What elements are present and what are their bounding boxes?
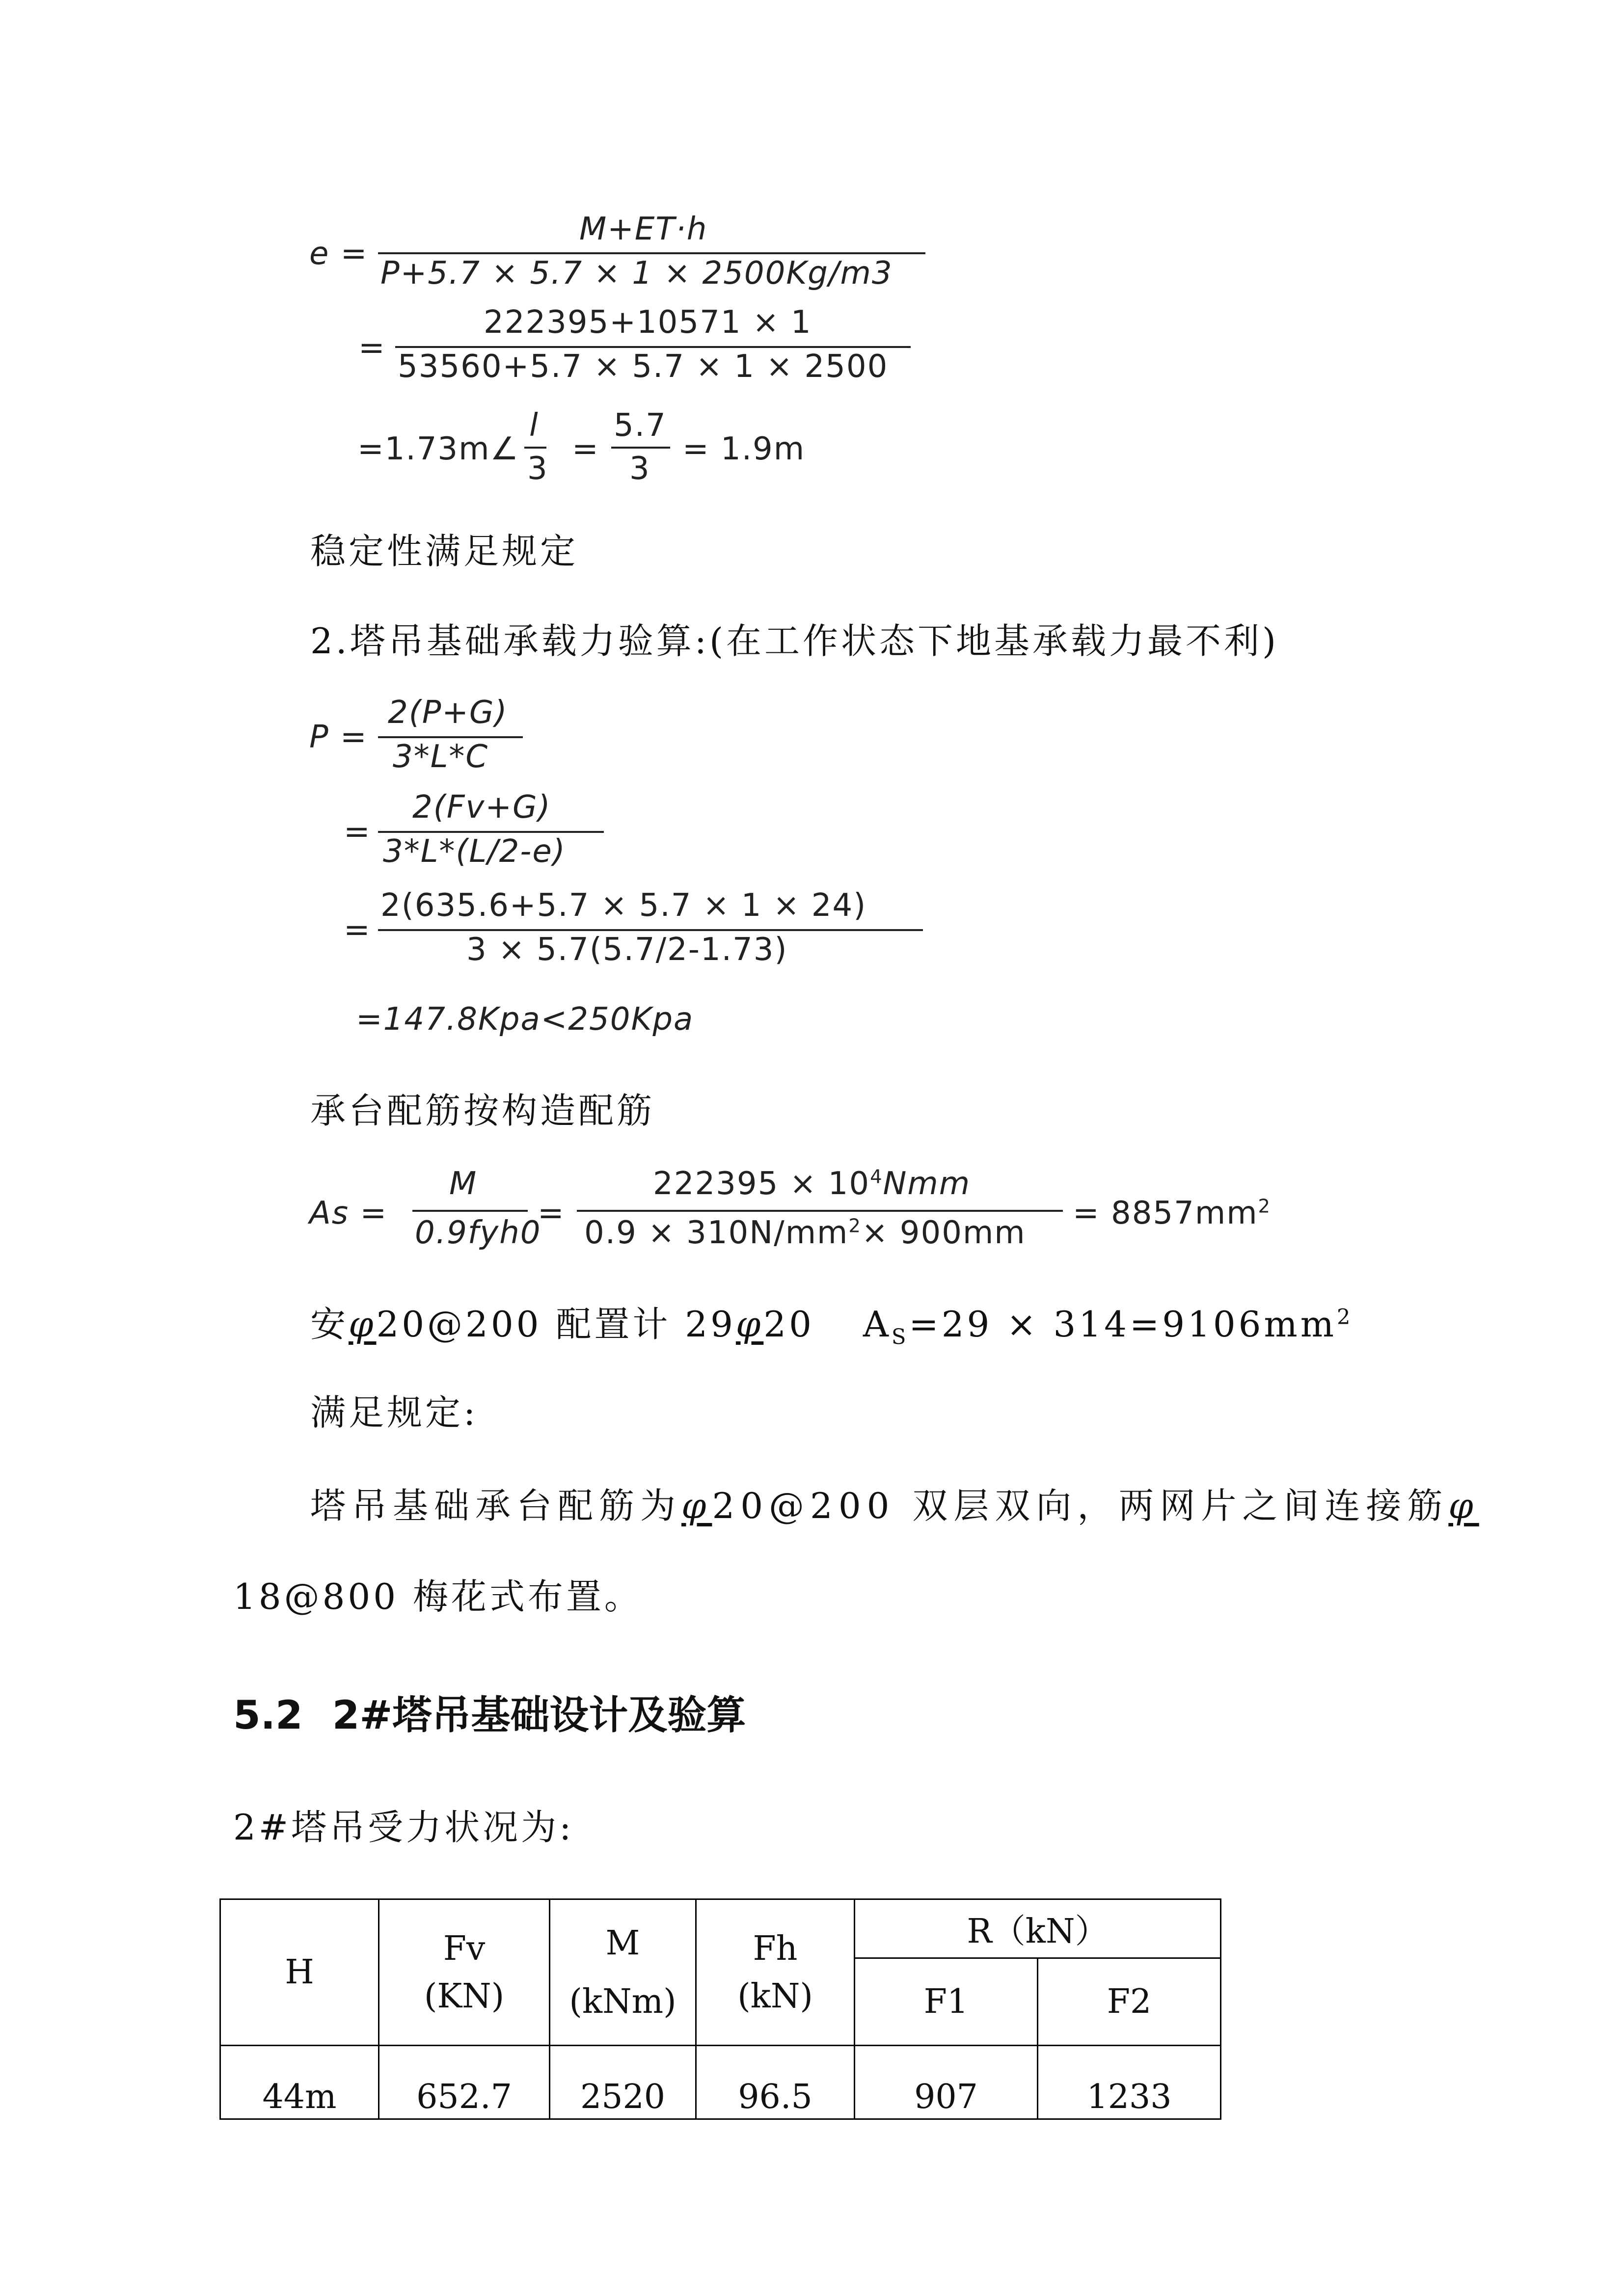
section-number: 5.2 (233, 1692, 303, 1738)
as-numerator-1: M (449, 1166, 478, 1202)
p-denominator-1: 3*L*C (393, 739, 489, 775)
load-table (219, 1898, 1221, 2120)
p-denominator-3: 3 × 5.7(5.7/2-1.73) (466, 932, 788, 968)
fraction-bar (577, 1210, 1063, 1212)
e-numerator-2: 222395+10571 × 1 (484, 304, 812, 341)
e-lhs: e = (309, 236, 368, 272)
fraction-bar (412, 1210, 528, 1212)
header-f2: F2 (1038, 1958, 1221, 2046)
as-denominator-1: 0.9fyh0 (415, 1215, 541, 1251)
header-h: H (220, 1899, 379, 2046)
as-denominator-2: $0.9 \times 310N/mm^2\times 900mm$ (584, 1215, 1026, 1251)
rebar-note: 承台配筋按构造配筋 (310, 1090, 655, 1131)
check2-title: 2.塔吊基础承载力验算:(在工作状态下地基承载力最不利) (310, 620, 1279, 662)
fraction-bar (611, 447, 670, 449)
paragraph-line-1: 塔吊基础承台配筋为φ20@200 双层双向，两网片之间连接筋φ (310, 1485, 1479, 1526)
fraction-bar (378, 252, 925, 254)
p-numerator-2: 2(Fv+G) (412, 789, 551, 826)
paragraph-line-2: 18@800 梅花式布置。 (233, 1576, 643, 1617)
p-denominator-2: 3*L*(L/2-e) (383, 833, 566, 870)
table-row (220, 2046, 1221, 2119)
e-result-57: 5.7 (614, 407, 667, 444)
p-result: =147.8Kpa<250Kpa (356, 1001, 694, 1038)
stability-ok-text: 稳定性满足规定 (310, 531, 579, 572)
header-fv: Fv (KN) (379, 1899, 550, 2046)
cell-fh: 96.5 (696, 2046, 855, 2119)
p-eq-2: = (344, 814, 371, 850)
p-lhs: P = (309, 719, 368, 755)
p-numerator-1: 2(P+G) (388, 694, 508, 731)
section-heading (233, 1683, 746, 1740)
header-m: M (kNm) (550, 1899, 696, 2046)
e-result-3a: 3 (527, 451, 548, 487)
e-eq-2: = (358, 330, 386, 366)
e-result-3b: 3 (629, 451, 650, 487)
fraction-bar (378, 929, 923, 931)
fraction-bar (524, 447, 546, 449)
e-result-l: l (529, 407, 539, 444)
as-eq: = (538, 1195, 565, 1231)
p-eq-3: = (344, 912, 371, 948)
fraction-bar (378, 736, 523, 738)
as-result: = $8857mm^2$ (1073, 1195, 1271, 1231)
table-intro: 2#塔吊受力状况为: (233, 1807, 574, 1848)
phi-symbol: φ (681, 1485, 712, 1526)
satisfy-text: 满足规定: (310, 1392, 479, 1433)
p-numerator-3: 2(635.6+5.7 × 5.7 × 1 × 24) (380, 887, 867, 924)
phi-symbol: φ (349, 1304, 377, 1345)
e-result-eq: = (572, 431, 599, 467)
section-title: 2#塔吊基础设计及验算 (332, 1692, 746, 1738)
cell-fv: 652.7 (379, 2046, 550, 2119)
cell-f1: 907 (855, 2046, 1038, 2119)
as-numerator-2: $222395 \times 10^4Nmm$ (653, 1166, 971, 1202)
cell-f2: 1233 (1038, 2046, 1221, 2119)
cell-m: 2520 (550, 2046, 696, 2119)
e-denominator-1: P+5.7 × 5.7 × 1 × 2500Kg/m3 (380, 255, 893, 292)
as-lhs: As = (309, 1195, 388, 1231)
phi-symbol: φ (735, 1304, 764, 1345)
arrangement-line: 安φ20@200 配置计 29φ20 $A_S=29 \times 314=9106mm^2$ (310, 1304, 1353, 1350)
fraction-bar (378, 831, 604, 833)
header-fh: Fh (kN) (696, 1899, 855, 2046)
e-numerator-1: M+ET·h (579, 211, 708, 247)
fraction-bar (395, 346, 911, 348)
phi-symbol: φ (1448, 1485, 1479, 1526)
header-f1: F1 (855, 1958, 1038, 2046)
e-denominator-2: 53560+5.7 × 5.7 × 1 × 2500 (398, 348, 889, 385)
e-result-b: = 1.9m (682, 431, 806, 467)
cell-h: 44m (220, 2046, 379, 2119)
header-r: R（kN） (855, 1899, 1221, 1958)
e-result-a: =1.73m∠ (357, 431, 519, 467)
